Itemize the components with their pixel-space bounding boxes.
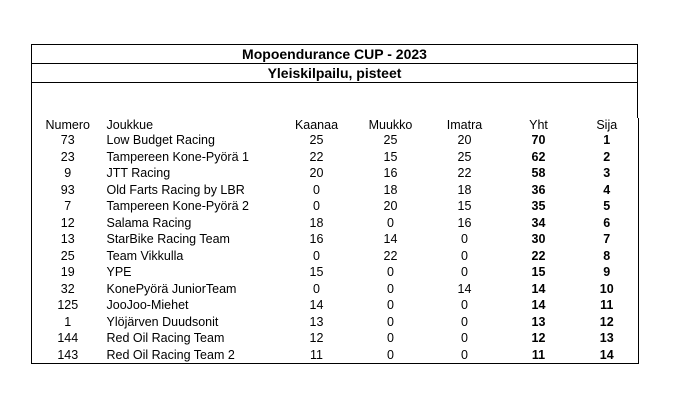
cell-numero: 23 [60,149,75,164]
cell-imatra: 0 [461,248,468,263]
cell-kaanaa: 0 [313,248,320,263]
cell-joukkue: StarBike Racing Team [106,232,230,246]
cell-muukko: 15 [383,149,398,164]
cell-sija: 13 [599,331,614,345]
cell-muukko: 25 [383,133,398,147]
cell-kaanaa: 0 [313,281,320,296]
cell-joukkue: KonePyörä JuniorTeam [106,281,237,296]
cell-numero: 143 [57,347,79,362]
cell-numero: 125 [57,298,79,312]
sheet-subtitle: Yleiskilpailu, pisteet [31,64,638,83]
cell-imatra: 0 [461,314,468,329]
cell-sija: 8 [603,248,611,263]
cell-joukkue: Old Farts Racing by LBR [106,182,245,197]
cell-imatra: 0 [461,331,468,345]
cell-joukkue: Salama Racing [106,215,192,230]
cell-sija: 1 [603,133,611,147]
cell-muukko: 16 [383,166,398,180]
cell-sija: 4 [603,182,611,197]
cell-yht: 35 [531,199,546,213]
cell-sija: 3 [603,166,611,180]
cell-kaanaa: 20 [309,166,324,180]
cell-imatra: 22 [457,166,472,180]
cell-kaanaa: 14 [309,298,324,312]
cell-kaanaa: 12 [309,331,324,345]
cell-kaanaa: 16 [309,232,324,246]
cell-numero: 144 [57,331,79,345]
cell-muukko: 0 [387,265,394,279]
standings-table [31,118,639,364]
sheet-title: Mopoendurance CUP - 2023 [31,44,638,64]
table-row [32,330,639,347]
table-row [32,297,639,314]
cell-numero: 25 [60,248,75,263]
results-sheet [31,44,638,364]
cell-numero: 93 [60,182,75,197]
cell-yht: 14 [531,281,546,296]
cell-numero: 32 [60,281,75,296]
cell-imatra: 20 [457,133,472,147]
cell-joukkue: JTT Racing [106,166,171,180]
header-joukkue: Joukkue [106,118,154,132]
table-row [32,165,639,182]
header-yht: Yht [529,118,548,132]
cell-numero: 73 [60,133,75,147]
cell-kaanaa: 22 [309,149,324,164]
cell-imatra: 0 [461,265,468,279]
table-row [32,132,639,149]
cell-yht: 15 [531,265,546,279]
cell-imatra: 25 [457,149,472,164]
table-row [32,198,639,215]
cell-muukko: 0 [387,347,394,362]
cell-sija: 7 [603,232,611,246]
cell-numero: 19 [60,265,75,279]
cell-imatra: 16 [457,215,472,230]
cell-yht: 70 [531,133,546,147]
cell-numero: 9 [64,166,72,180]
cell-joukkue: Red Oil Racing Team 2 [106,347,235,362]
cell-imatra: 15 [457,199,472,213]
table-row [32,182,639,199]
cell-muukko: 0 [387,281,394,296]
cell-kaanaa: 0 [313,199,320,213]
cell-joukkue: Low Budget Racing [106,133,215,147]
cell-muukko: 0 [387,215,394,230]
table-row [32,281,639,298]
cell-kaanaa: 0 [313,182,320,197]
cell-imatra: 0 [461,347,468,362]
cell-yht: 34 [531,215,546,230]
cell-sija: 11 [600,298,614,312]
header-row [32,118,639,132]
blank-row [31,83,638,118]
cell-yht: 62 [531,149,546,164]
cell-imatra: 18 [457,182,472,197]
cell-numero: 12 [60,215,75,230]
table-row [32,314,639,331]
cell-sija: 14 [599,347,614,362]
cell-muukko: 20 [383,199,398,213]
cell-numero: 7 [64,199,72,213]
cell-muukko: 0 [387,298,394,312]
table-row [32,215,639,232]
cell-yht: 13 [531,314,546,329]
header-numero: Numero [45,118,90,132]
cell-imatra: 0 [461,232,468,246]
header-muukko: Muukko [368,118,413,132]
cell-sija: 5 [603,199,611,213]
cell-kaanaa: 25 [309,133,324,147]
cell-imatra: 14 [457,281,472,296]
cell-joukkue: YPE [106,265,132,279]
cell-yht: 12 [531,331,546,345]
cell-joukkue: Red Oil Racing Team [106,331,225,345]
cell-joukkue: Team Vikkulla [106,248,184,263]
cell-muukko: 14 [383,232,398,246]
standings-body [32,132,639,364]
cell-sija: 9 [603,265,611,279]
cell-muukko: 0 [387,314,394,329]
cell-yht: 58 [531,166,546,180]
cell-yht: 22 [531,248,546,263]
cell-yht: 36 [531,182,546,197]
cell-numero: 1 [64,314,72,329]
cell-numero: 13 [60,232,75,246]
cell-sija: 2 [603,149,611,164]
cell-joukkue: Tampereen Kone-Pyörä 1 [106,149,249,164]
cell-yht: 14 [531,298,546,312]
cell-kaanaa: 11 [310,347,323,362]
cell-sija: 6 [603,215,611,230]
table-row [32,149,639,166]
header-sija: Sija [596,118,618,132]
cell-kaanaa: 18 [309,215,324,230]
cell-kaanaa: 13 [309,314,324,329]
cell-sija: 10 [599,281,614,296]
cell-muukko: 18 [383,182,398,197]
cell-yht: 30 [531,232,546,246]
cell-imatra: 0 [461,298,468,312]
cell-kaanaa: 15 [309,265,324,279]
table-row [32,264,639,281]
table-row [32,347,639,364]
table-row [32,248,639,265]
header-imatra: Imatra [446,118,483,132]
table-row [32,231,639,248]
cell-muukko: 22 [383,248,398,263]
cell-muukko: 0 [387,331,394,345]
cell-joukkue: Tampereen Kone-Pyörä 2 [106,199,249,213]
cell-joukkue: Ylöjärven Duudsonit [106,314,219,329]
cell-sija: 12 [599,314,614,329]
cell-yht: 11 [531,347,546,362]
cell-joukkue: JooJoo-Miehet [106,298,189,312]
header-kaanaa: Kaanaa [294,118,339,132]
